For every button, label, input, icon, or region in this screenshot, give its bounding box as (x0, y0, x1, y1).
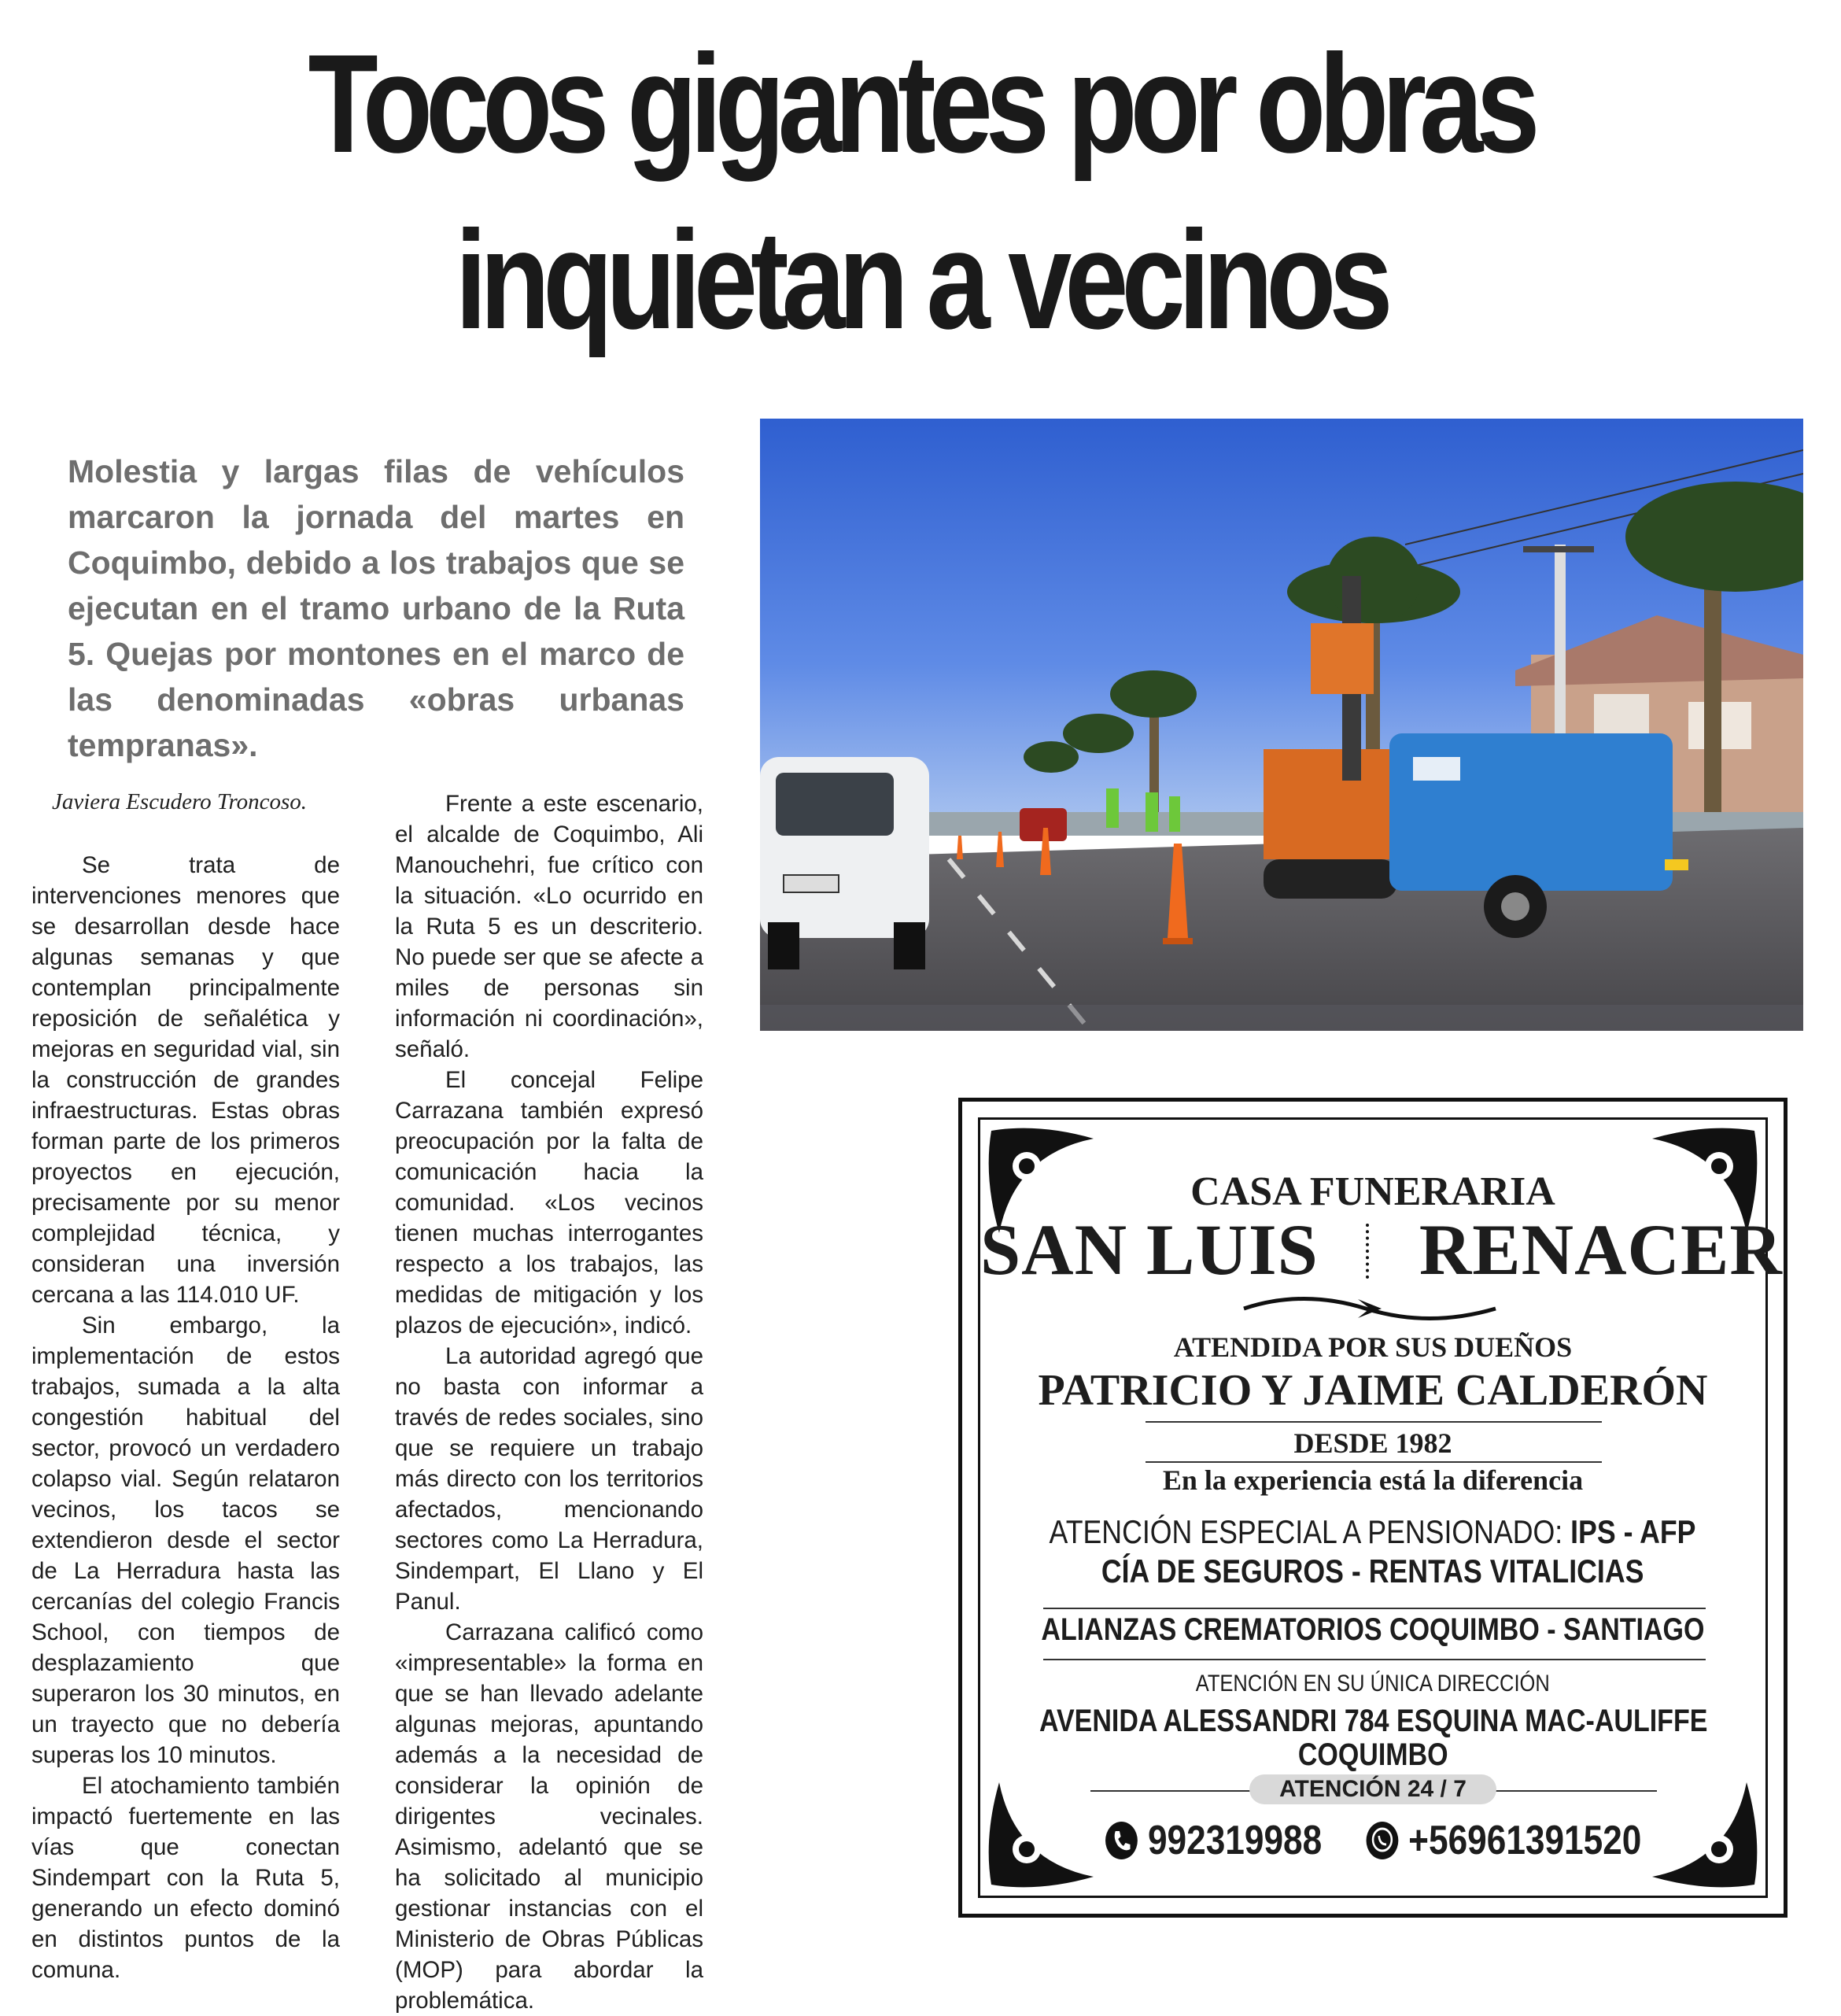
address-line-2: COQUIMBO (1297, 1737, 1448, 1772)
hours-badge: ATENCIÓN 24 / 7 (1249, 1774, 1496, 1804)
headline-line-1: Tocos gigantes por obras (308, 25, 1533, 182)
contacts-line (1105, 1817, 1641, 1864)
paragraph: Frente a este escenario, el alcalde de Coquimbo, Ali Manouchehri, fue crítico con la situación. «Lo ocurrido en la Ruta 5 es un descriterio. No puede ser que se afecte a miles de personas sin información ni coordinación», señaló. (395, 791, 703, 1062)
ad-owners: PATRICIO Y JAIME CALDERÓN (1038, 1366, 1708, 1415)
headline (166, 16, 1676, 368)
rule (1043, 1608, 1706, 1609)
ad-inner-frame (978, 1117, 1783, 1898)
pension-strong: IPS - AFP (1570, 1513, 1696, 1550)
whatsapp-number: +56961391520 (1407, 1818, 1642, 1863)
article-column-1 (31, 850, 340, 1985)
paragraph: Se trata de intervenciones menores que se desarrollan desde hace algunas semanas y que contemplan principalmente reposición de señalética y mejoras en seguridad vial, sin la construcción de grandes infraestructuras. Estas obras forman parte de los primeros proyectos en ejecución, precisamente por su menor complejidad técnica, y consideran una inversión cercana a las 114.010 UF. (31, 852, 340, 1308)
ad-insurance (980, 1553, 1765, 1590)
pension-line (1050, 1513, 1696, 1551)
phone-number: 992319988 (1147, 1818, 1322, 1863)
article-column-2 (395, 788, 703, 2016)
flourish-divider-icon (1240, 1293, 1500, 1324)
ad-pension (980, 1513, 1765, 1551)
address-line-1: AVENIDA ALESSANDRI 784 ESQUINA MAC-AULIFFE (1039, 1704, 1708, 1738)
rule (1146, 1421, 1602, 1423)
ad-address-1 (980, 1704, 1765, 1739)
white-van (760, 757, 929, 969)
paragraph: Carrazana calificó como «impresentable» la forma en que se han llevado adelante algunas mejoras, apuntando además a la necesidad de considerar la opinión de dirigentes vecinales. Asimismo, adelantó que se ha solicitado al municipio gestionar instancias con el Ministerio de Obras Públicas (MOP) para abordar la problemática. (395, 1619, 703, 2014)
lede: Molestia y largas filas de vehículos marcaron la jornada del martes en Coquimbo, debido a los trabajos que se ejecutan en el tramo urbano de la Ruta 5. Quejas por montones en el marco de las denominadas «obras urbanas tempranas». (68, 453, 684, 763)
brand-san-luis: SAN LUIS (980, 1209, 1319, 1290)
paragraph: El concejal Felipe Carrazana también expresó preocupación por la falta de comunicación hacia la comunidad. «Los vecinos tienen muchas interrogantes respecto a los trabajos, las medidas de mitigación y los plazos de ejecución», indicó. (395, 1067, 703, 1338)
brand-renacer: RENACER (1419, 1209, 1783, 1290)
ad-owners-intro: ATENDIDA POR SUS DUEÑOS (1173, 1331, 1573, 1363)
ad-hours (980, 1774, 1765, 1804)
ad-address-intro (980, 1671, 1765, 1697)
byline: Javiera Escudero Troncoso. (52, 789, 308, 814)
ad-since: DESDE 1982 (1293, 1427, 1452, 1459)
ad-line-casa-funeraria: CASA FUNERARIA (1190, 1169, 1555, 1214)
paragraph: Sin embargo, la implementación de estos trabajos, sumada a la alta congestión habitual del sector, provocó un verdadero colapso vial. Según relataron vecinos, los tacos se extendieron desde el sector de La Herradura hasta las cercanías del colegio Francis School, con tiempos de desplazamiento que superaron los 30 minutos, en un trayecto que no debería superas los 10 minutos. (31, 1313, 340, 1768)
whatsapp-icon (1365, 1821, 1399, 1860)
pension-prefix: ATENCIÓN ESPECIAL A PENSIONADO: (1050, 1513, 1563, 1550)
funeral-home-ad (958, 1098, 1788, 1918)
paragraph: La autoridad agregó que no basta con informar a través de redes sociales, sino que se requiere un trabajo más directo con los territorios afectados, mencionando sectores como La Herradura, Sindempart, El Llano y El Panul. (395, 1343, 703, 1615)
ad-address-2 (980, 1737, 1765, 1773)
ad-alliances (980, 1612, 1765, 1648)
ad-contacts (980, 1817, 1765, 1864)
address-intro-text: ATENCIÓN EN SU ÚNICA DIRECCIÓN (1195, 1671, 1551, 1697)
paragraph: El atochamiento también impactó fuertemente en las vías que conectan Sindempart con la Ruta 5, generando un efecto dominó en distintos puntos de la comuna. (31, 1773, 340, 1983)
rule (1043, 1659, 1706, 1660)
rule (1146, 1461, 1602, 1463)
ad-slogan: En la experiencia está la diferencia (1162, 1464, 1584, 1496)
alliances-text: ALIANZAS CREMATORIOS COQUIMBO - SANTIAGO (1041, 1612, 1705, 1647)
brand-divider (1366, 1224, 1372, 1279)
ad-brand (980, 1208, 1783, 1291)
phone-icon (1105, 1821, 1138, 1860)
dashboard-glare (760, 1005, 1803, 1031)
road-works-photo (760, 419, 1803, 1031)
insurance-text: CÍA DE SEGUROS - RENTAS VITALICIAS (1101, 1553, 1644, 1590)
headline-line-2: inquietan a vecinos (455, 201, 1386, 358)
